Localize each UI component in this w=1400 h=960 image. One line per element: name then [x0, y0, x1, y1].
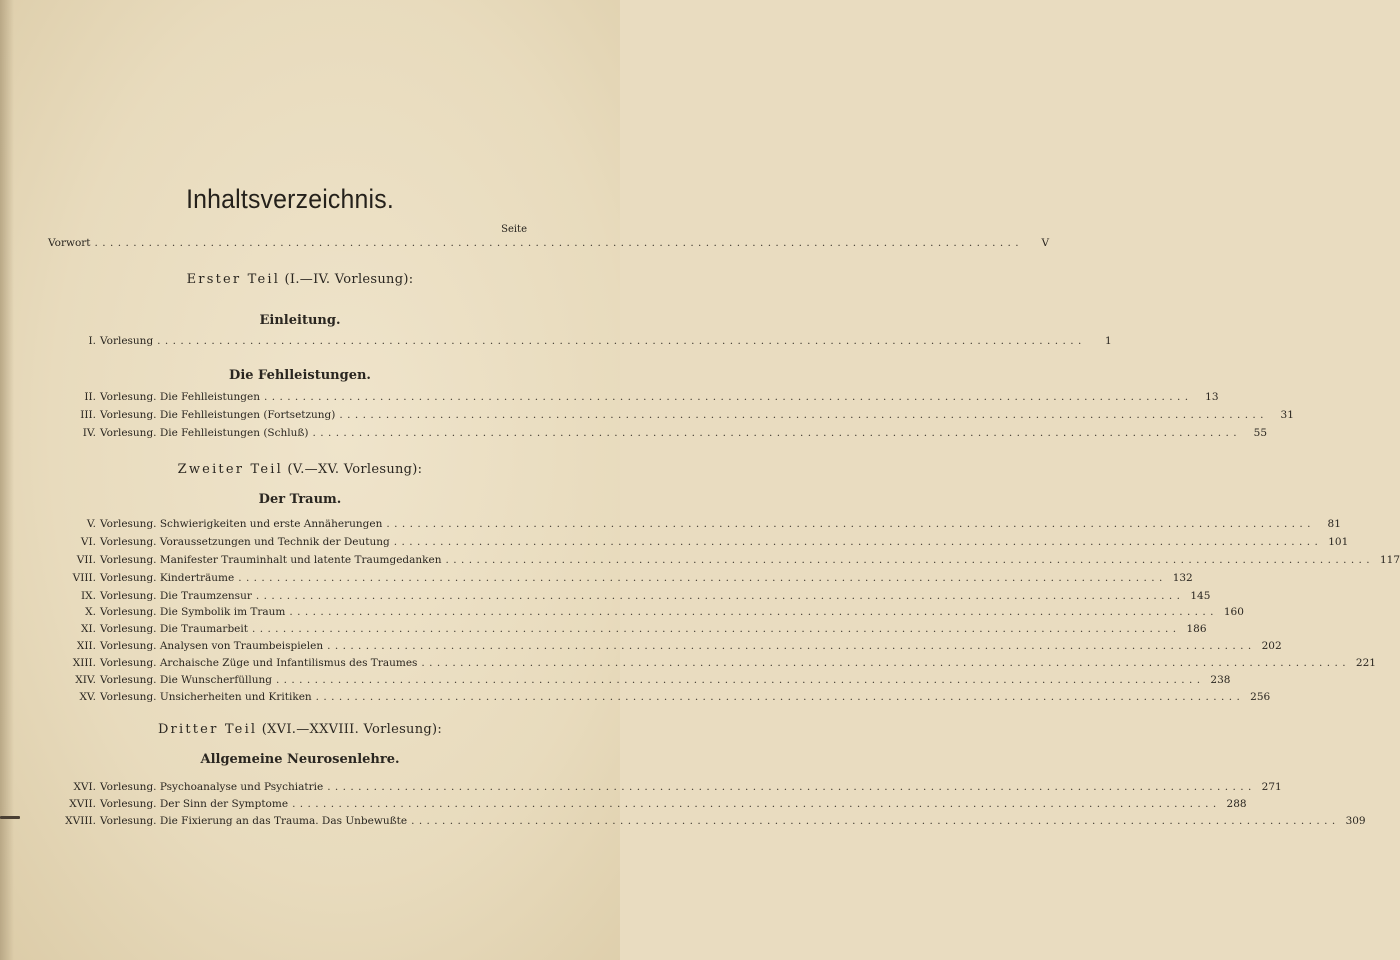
entry-number: IX. — [81, 590, 96, 602]
entry-number: XI. — [81, 623, 96, 635]
entry-number: I. — [88, 335, 96, 347]
entry-label: Vorlesung. Manifester Trauminhalt und latente Traumgedanken — [100, 554, 442, 566]
entry-number: VIII. — [72, 572, 96, 584]
section-title: Allgemeine Neurosenlehre. — [200, 752, 400, 767]
dot-leader: ........................................................................................................................ — [327, 781, 1256, 793]
entry-page: 132 — [1172, 572, 1193, 584]
dot-leader: ........................................................................................................................ — [275, 674, 1205, 686]
section-title: Der Traum. — [258, 492, 342, 507]
toc-entry[interactable] — [44, 589, 1211, 603]
entry-page: 145 — [1190, 590, 1211, 602]
entry-number: VI. — [80, 536, 96, 548]
entry-label: Vorlesung — [100, 335, 154, 347]
dot-leader: ........................................................................................................................ — [421, 657, 1350, 669]
entry-label: Vorlesung. Die Fixierung an das Trauma. Das Unbewußte — [100, 815, 408, 827]
toc-entry[interactable] — [44, 517, 1341, 531]
toc-entry[interactable] — [44, 535, 1349, 549]
entry-page: 117 — [1380, 554, 1400, 566]
part-heading-1 — [0, 272, 600, 287]
dot-leader: ........................................................................................................................ — [289, 606, 1218, 618]
entry-page: 1 — [1105, 335, 1112, 347]
entry-label: Vorlesung. Die Fehlleistungen (Fortsetzung) — [100, 409, 336, 421]
page-title: Inhaltsverzeichnis. — [186, 184, 394, 214]
toc-entry[interactable] — [44, 605, 1244, 619]
entry-number: XVIII. — [65, 815, 96, 827]
entry-number: X. — [85, 606, 96, 618]
entry-label: Vorlesung. Die Fehlleistungen (Schluß) — [100, 427, 309, 439]
entry-number: VII. — [76, 554, 96, 566]
toc-entry[interactable] — [44, 334, 1112, 348]
entry-page: 81 — [1327, 518, 1341, 530]
entry-number: XVII. — [69, 798, 96, 810]
entry-page: 256 — [1250, 691, 1271, 703]
entry-page: 13 — [1205, 391, 1219, 403]
part-heading-2 — [0, 462, 600, 477]
dot-leader: ........................................................................................................................ — [386, 518, 1315, 530]
entry-number: XV. — [79, 691, 96, 703]
toc-entry[interactable] — [44, 622, 1207, 636]
toc-entry[interactable] — [44, 390, 1219, 404]
part-heading-spaced: Dritter Teil — [157, 722, 258, 737]
toc-entry[interactable] — [44, 814, 1366, 828]
entry-label: Vorlesung. Schwierigkeiten und erste Annäherungen — [100, 518, 383, 530]
entry-label: Vorlesung. Die Wunscherfüllung — [100, 674, 272, 686]
entry-page: 101 — [1328, 536, 1349, 548]
section-title: Die Fehlleistungen. — [229, 368, 371, 383]
toc-entry[interactable] — [44, 797, 1247, 811]
dot-leader: ........................................................................................................................ — [255, 590, 1185, 602]
section-title: Einleitung. — [259, 313, 341, 328]
dot-leader: ........................................................................................................................ — [157, 335, 1086, 347]
entry-page: 55 — [1253, 427, 1268, 439]
entry-label: Vorlesung. Analysen von Traumbeispielen — [100, 640, 324, 652]
entry-label: Vorlesung. Unsicherheiten und Kritiken — [100, 691, 312, 703]
entry-number: V. — [86, 518, 96, 530]
part-heading-rest: (V.—XV. Vorlesung): — [287, 462, 423, 477]
dot-leader: ........................................................................................................................ — [327, 640, 1256, 652]
dot-leader: ........................................................................................................................ — [315, 691, 1245, 703]
entry-label: Vorlesung. Die Traumzensur — [100, 590, 252, 602]
dot-leader: ........................................................................................................................ — [292, 798, 1221, 810]
dot-leader: ........................................................................................................................ — [445, 554, 1375, 566]
entry-number: II. — [84, 391, 96, 403]
entry-label: Vorwort — [48, 237, 91, 249]
toc-entry[interactable] — [44, 571, 1193, 585]
toc-entry[interactable] — [44, 408, 1294, 422]
seite-label: Seite — [501, 224, 527, 235]
entry-page: 160 — [1223, 606, 1244, 618]
entry-label: Vorlesung. Der Sinn der Symptome — [100, 798, 289, 810]
entry-label: Vorlesung. Die Symbolik im Traum — [100, 606, 286, 618]
toc-entry[interactable] — [44, 656, 1376, 670]
dot-leader: ........................................................................................................................ — [393, 536, 1323, 548]
part-heading-3 — [0, 722, 600, 737]
entry-page: V — [1041, 237, 1050, 249]
entry-number: XII. — [76, 640, 96, 652]
toc-entry[interactable] — [44, 673, 1231, 687]
toc-entry[interactable] — [44, 639, 1282, 653]
part-heading-rest: (I.—IV. Vorlesung): — [284, 272, 414, 287]
part-heading-spaced: Erster Teil — [186, 272, 281, 287]
toc-entry-vorwort[interactable] — [48, 236, 1050, 250]
entry-page: 31 — [1280, 409, 1294, 421]
toc-entry[interactable] — [44, 780, 1282, 794]
entry-label: Vorlesung. Archaische Züge und Infantilismus des Traumes — [100, 657, 418, 669]
entry-number: XIII. — [72, 657, 96, 669]
dot-leader: ........................................................................................................................ — [263, 391, 1193, 403]
dot-leader: ........................................................................................................................ — [411, 815, 1340, 827]
entry-page: 309 — [1345, 815, 1366, 827]
entry-page: 221 — [1355, 657, 1376, 669]
dot-leader: ........................................................................................................................ — [312, 427, 1242, 439]
dot-leader: ........................................................................................................................ — [339, 409, 1268, 421]
entry-number: XIV. — [75, 674, 96, 686]
entry-label: Vorlesung. Die Traumarbeit — [100, 623, 248, 635]
entry-page: 271 — [1261, 781, 1282, 793]
dot-leader: ........................................................................................................................ — [94, 237, 1024, 249]
part-heading-spaced: Zweiter Teil — [177, 462, 283, 477]
entry-label: Vorlesung. Psychoanalyse und Psychiatrie — [100, 781, 324, 793]
entry-label: Vorlesung. Die Fehlleistungen — [100, 391, 260, 403]
toc-entry[interactable] — [44, 426, 1268, 440]
entry-page: 202 — [1261, 640, 1282, 652]
entry-number: III. — [80, 409, 96, 421]
toc-entry[interactable] — [44, 553, 1400, 567]
entry-number: XVI. — [73, 781, 96, 793]
entry-label: Vorlesung. Kinderträume — [100, 572, 235, 584]
dot-leader: ........................................................................................................................ — [251, 623, 1181, 635]
part-heading-rest: (XVI.—XXVIII. Vorlesung): — [261, 722, 443, 737]
entry-page: 238 — [1210, 674, 1231, 686]
entry-label: Vorlesung. Voraussetzungen und Technik der Deutung — [100, 536, 390, 548]
entry-page: 288 — [1226, 798, 1247, 810]
margin-mark — [0, 816, 20, 819]
dot-leader: ........................................................................................................................ — [238, 572, 1167, 584]
entry-number: IV. — [82, 427, 96, 439]
toc-entry[interactable] — [44, 690, 1271, 704]
entry-page: 186 — [1186, 623, 1207, 635]
